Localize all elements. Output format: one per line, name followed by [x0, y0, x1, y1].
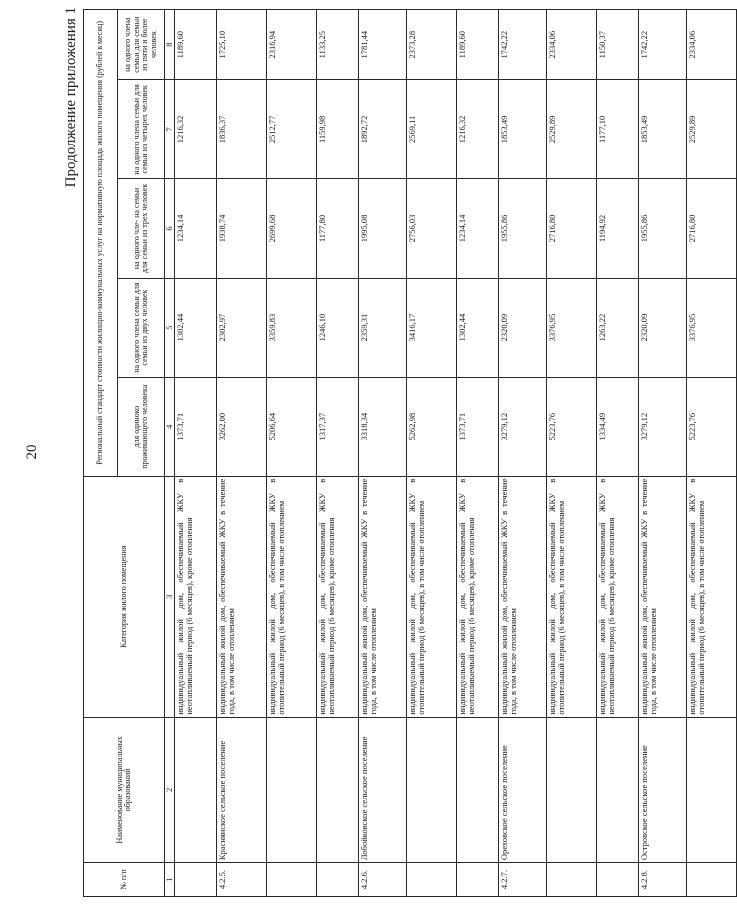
value-cell: 1781,44: [359, 10, 407, 80]
header-number: № п/п: [84, 863, 165, 897]
housing-category-cell: индивидуальный жилой дом, обеспечиваемый ЖКУ в отопительный период (6 месяцев), в том числе отоплением: [687, 476, 737, 717]
header-standard-title: Региональный стандарт стоимости жилищно-коммунальных услуг на нормативную площадь жилого помещения (рублей в месяц): [84, 10, 118, 477]
row-number-cell: 4.2.7.: [499, 863, 547, 897]
value-cell: 2359,31: [359, 278, 407, 377]
table-row: [597, 10, 639, 897]
housing-category-cell: индивидуальный жилой дом, обеспечиваемый ЖКУ в течение года, в том числе отоплением: [217, 476, 267, 717]
housing-category-cell: индивидуальный жилой дом, обеспечиваемый ЖКУ в отопительный период (6 месяцев), в том числе отоплением: [407, 476, 457, 717]
value-cell: 2756,03: [407, 179, 457, 278]
value-cell: 2529,89: [687, 80, 737, 179]
value-cell: 1246,10: [317, 278, 359, 377]
table-body: [175, 10, 737, 897]
column-number: 3: [165, 476, 175, 717]
value-cell: 1742,22: [499, 10, 547, 80]
value-cell: 1742,22: [639, 10, 687, 80]
rotated-page-content: [63, 7, 706, 897]
column-number: 2: [165, 717, 175, 863]
value-cell: 1133,25: [317, 10, 359, 80]
value-cell: 3318,34: [359, 377, 407, 476]
value-cell: 2316,94: [267, 10, 317, 80]
table-row: [175, 10, 217, 897]
table-row: [687, 10, 737, 897]
row-number-cell: [407, 863, 457, 897]
value-cell: 2569,11: [407, 80, 457, 179]
housing-category-cell: индивидуальный жилой дом, обеспечиваемый ЖКУ в течение года, в том числе отоплением: [639, 476, 687, 717]
housing-category-cell: индивидуальный жилой дом, обеспечиваемый ЖКУ в неотапливаемый период (6 месяцев), кроме отопления: [457, 476, 499, 717]
housing-category-cell: индивидуальный жилой дом, обеспечиваемый ЖКУ в неотапливаемый период (6 месяцев), кроме отопления: [597, 476, 639, 717]
table-header: [84, 10, 175, 897]
row-number-cell: [547, 863, 597, 897]
header-municipality: Наименование муниципальных образований: [84, 717, 165, 863]
value-cell: 2320,09: [499, 278, 547, 377]
value-cell: 1995,08: [359, 179, 407, 278]
value-cell: 1334,49: [597, 377, 639, 476]
value-cell: 3262,00: [217, 377, 267, 476]
value-cell: 3376,95: [687, 278, 737, 377]
municipality-name-cell: [175, 717, 217, 863]
column-number: 8: [165, 10, 175, 80]
housing-category-cell: индивидуальный жилой дом, обеспечиваемый ЖКУ в течение года, в том числе отоплением: [359, 476, 407, 717]
value-cell: 1373,71: [457, 377, 499, 476]
value-cell: 1150,37: [597, 10, 639, 80]
value-cell: 2302,97: [217, 278, 267, 377]
value-cell: 2373,28: [407, 10, 457, 80]
row-number-cell: 4.2.8.: [639, 863, 687, 897]
value-cell: 2320,09: [639, 278, 687, 377]
standards-table: [83, 9, 737, 897]
housing-category-cell: индивидуальный жилой дом, обеспечиваемый ЖКУ в течение года, в том числе отоплением: [499, 476, 547, 717]
column-number-row: [165, 10, 175, 897]
header-subcol-five-plus: на одного члена семьи для семьи из пяти и более человек: [118, 10, 165, 80]
value-cell: 2716,80: [547, 179, 597, 278]
municipality-name-cell: [547, 717, 597, 863]
municipality-name-cell: [687, 717, 737, 863]
value-cell: 5223,76: [547, 377, 597, 476]
value-cell: 1317,37: [317, 377, 359, 476]
municipality-name-cell: [457, 717, 499, 863]
value-cell: 1853,49: [499, 80, 547, 179]
value-cell: 1234,14: [175, 179, 217, 278]
value-cell: 3416,17: [407, 278, 457, 377]
column-number: 6: [165, 179, 175, 278]
row-number-cell: [317, 863, 359, 897]
value-cell: 1234,14: [457, 179, 499, 278]
value-cell: 1189,60: [457, 10, 499, 80]
row-number-cell: [687, 863, 737, 897]
table-row: [267, 10, 317, 897]
value-cell: 1373,71: [175, 377, 217, 476]
value-cell: 1263,22: [597, 278, 639, 377]
municipality-name-cell: [407, 717, 457, 863]
column-number: 5: [165, 278, 175, 377]
column-number: 1: [165, 863, 175, 897]
row-number-cell: [175, 863, 217, 897]
housing-category-cell: индивидуальный жилой дом, обеспечиваемый ЖКУ в отопительный период (6 месяцев), в том числе отоплением: [267, 476, 317, 717]
header-subcol-three: на одного чле- на семьи для семьи из трех человек: [118, 179, 165, 278]
table-row: [547, 10, 597, 897]
municipality-name-cell: Краснянское сельское поселение: [217, 717, 267, 863]
value-cell: 1955,86: [639, 179, 687, 278]
value-cell: 3279,12: [639, 377, 687, 476]
row-number-cell: 4.2.5.: [217, 863, 267, 897]
value-cell: 1177,10: [597, 80, 639, 179]
value-cell: 1177,80: [317, 179, 359, 278]
header-subcol-four: на одного члена семьи для семьи из четырех человек: [118, 80, 165, 179]
value-cell: 2716,80: [687, 179, 737, 278]
table-row: [499, 10, 547, 897]
value-cell: 3376,95: [547, 278, 597, 377]
value-cell: 2529,89: [547, 80, 597, 179]
table-row: [359, 10, 407, 897]
value-cell: 1853,49: [639, 80, 687, 179]
appendix-label: Продолжение приложения 1: [63, 7, 79, 188]
value-cell: 1216,32: [457, 80, 499, 179]
row-number-cell: 4.2.6.: [359, 863, 407, 897]
row-number-cell: [457, 863, 499, 897]
column-number: 7: [165, 80, 175, 179]
value-cell: 1189,60: [175, 10, 217, 80]
value-cell: 2334,06: [687, 10, 737, 80]
housing-category-cell: индивидуальный жилой дом, обеспечиваемый ЖКУ в неотапливаемый период (6 месяцев), кроме отопления: [175, 476, 217, 717]
municipality-name-cell: Лобойковское сельское поселение: [359, 717, 407, 863]
housing-category-cell: индивидуальный жилой дом, обеспечиваемый ЖКУ в неотапливаемый период (6 месяцев), кроме отопления: [317, 476, 359, 717]
header-subcol-single: для одиноко проживающего человека: [118, 377, 165, 476]
value-cell: 2699,68: [267, 179, 317, 278]
table-row: [639, 10, 687, 897]
value-cell: 3359,83: [267, 278, 317, 377]
value-cell: 1302,44: [175, 278, 217, 377]
value-cell: 5206,64: [267, 377, 317, 476]
value-cell: 1302,44: [457, 278, 499, 377]
value-cell: 2512,77: [267, 80, 317, 179]
value-cell: 1938,74: [217, 179, 267, 278]
value-cell: 5262,98: [407, 377, 457, 476]
value-cell: 2334,06: [547, 10, 597, 80]
municipality-name-cell: [597, 717, 639, 863]
value-cell: 1955,86: [499, 179, 547, 278]
row-number-cell: [267, 863, 317, 897]
value-cell: 1725,10: [217, 10, 267, 80]
value-cell: 1836,37: [217, 80, 267, 179]
municipality-name-cell: Островское сельское поселение: [639, 717, 687, 863]
value-cell: 3279,12: [499, 377, 547, 476]
housing-category-cell: индивидуальный жилой дом, обеспечиваемый ЖКУ в отопительный период (6 месяцев), в том числе отоплением: [547, 476, 597, 717]
table-row: [217, 10, 267, 897]
column-number: 4: [165, 377, 175, 476]
table-row: [317, 10, 359, 897]
table-row: [457, 10, 499, 897]
value-cell: 1216,32: [175, 80, 217, 179]
row-number-cell: [597, 863, 639, 897]
value-cell: 1159,98: [317, 80, 359, 179]
municipality-name-cell: [267, 717, 317, 863]
value-cell: 5223,76: [687, 377, 737, 476]
table-row: [407, 10, 457, 897]
value-cell: 1892,72: [359, 80, 407, 179]
value-cell: 1194,92: [597, 179, 639, 278]
header-category: Категория жилого помещения: [84, 476, 165, 717]
municipality-name-cell: [317, 717, 359, 863]
municipality-name-cell: Ореховское сельское поселение: [499, 717, 547, 863]
header-subcol-two: на одного члена семьи для семьи из двух человек: [118, 278, 165, 377]
page-number: 20: [24, 444, 40, 460]
